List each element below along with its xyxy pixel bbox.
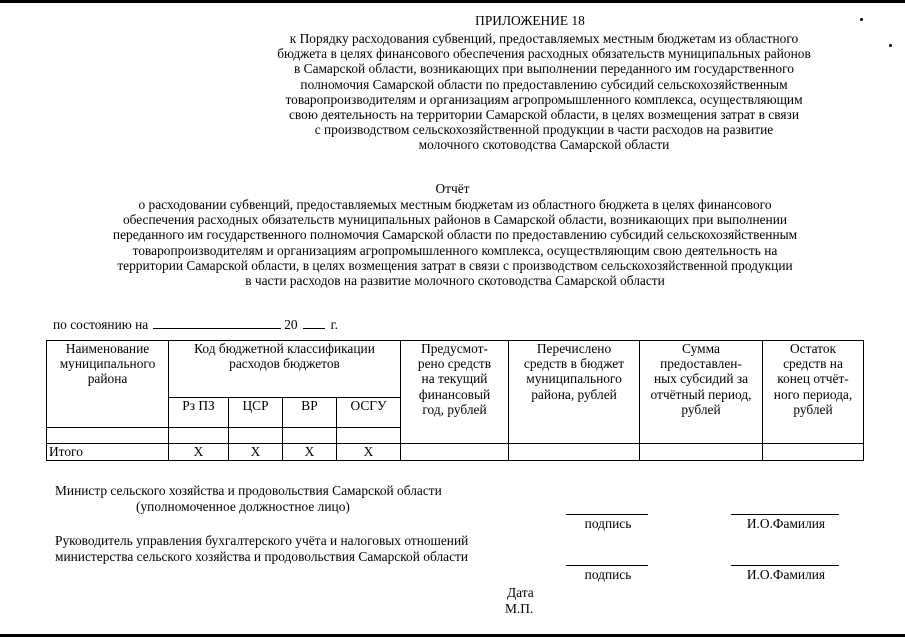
head-signature-label: подпись — [584, 567, 632, 582]
minister-name-line — [731, 514, 839, 515]
date-label: Дата — [507, 585, 534, 600]
appendix-subtitle: к Порядку расходования субвенций, предоставляемых местным бюджетам из областного бюджета в целях финансового обеспечения расходных обязательств муниципальных районов в Самарской области, возникающих при выполнении переданного им государственного полномочия Самарской области по предоставлению субсидий сельскохозяйственным товаропроизводителям и организациям агропромышленного комплекса, осуществляющим свою деятельность на территории Самарской области, в целях возмещения затрат в связи с производством сельскохозяйственной продукции в части расходов на развитие молочного скотоводства Самарской области — [277, 31, 811, 153]
minister-subtitle: (уполномоченное должностное лицо) — [136, 499, 350, 514]
header-remaining: Остаток средств на конец отчёт- ного периода, рублей — [763, 341, 864, 444]
subheader-rz-pz: Рз ПЗ — [169, 398, 229, 428]
year-blank — [303, 316, 325, 329]
date-blank — [153, 316, 281, 329]
table-cell — [283, 428, 337, 444]
report-title: Отчёт — [435, 181, 470, 196]
minister-name-label: И.О.Фамилия — [746, 516, 826, 531]
table-cell — [763, 444, 864, 461]
minister-signature-line — [566, 514, 648, 515]
subheader-osgu: ОСГУ — [337, 398, 401, 428]
subheader-vr: ВР — [283, 398, 337, 428]
table-cell — [47, 428, 169, 444]
scan-speck — [860, 18, 863, 21]
head-name-label: И.О.Фамилия — [746, 567, 826, 582]
total-label: Итого — [47, 444, 169, 461]
head-subtitle: министерства сельского хозяйства и продовольствия Самарской области — [55, 549, 469, 564]
header-transferred: Перечислено средств в бюджет муниципального района, рублей — [509, 341, 640, 444]
total-mark: X — [283, 444, 337, 461]
header-planned: Предусмот- рено средств на текущий финансовый год, рублей — [401, 341, 509, 444]
table-cell — [229, 428, 283, 444]
header-municipality: Наименование муниципального района — [47, 341, 169, 428]
table-cell — [509, 444, 640, 461]
table-cell — [337, 428, 401, 444]
report-subtitle: о расходовании субвенций, предоставляемых местным бюджетам из областного бюджета в целях финансового обеспечения расходных обязательств муниципальных районов в Самарской области, возникающих при выполнении переданного им государственного полномочия Самарской области по предоставлению субсидий сельскохозяйственным товаропроизводителям и организациям агропромышленного комплекса, осуществляющим свою деятельность на территории Самарской области, в целях возмещения затрат в связи с производством сельскохозяйственной продукции в части расходов на развитие молочного скотоводства Самарской области — [112, 197, 798, 289]
report-table — [46, 340, 864, 461]
top-scan-edge — [0, 0, 905, 3]
as-of-date-line — [53, 316, 338, 332]
head-name-line — [731, 565, 839, 566]
table-cell — [169, 428, 229, 444]
table-row-total — [47, 444, 864, 461]
head-title: Руководитель управления бухгалтерского учёта и налоговых отношений — [55, 533, 469, 548]
as-of-label: по состоянию на — [53, 317, 149, 332]
table-cell — [401, 444, 509, 461]
head-signature-line — [566, 565, 648, 566]
total-mark: X — [229, 444, 283, 461]
year-prefix: 20 — [284, 317, 298, 332]
total-mark: X — [337, 444, 401, 461]
minister-title: Министр сельского хозяйства и продовольствия Самарской области — [55, 483, 442, 498]
scan-speck — [889, 44, 892, 47]
header-budget-code: Код бюджетной классификации расходов бюджетов — [169, 341, 401, 398]
bottom-scan-edge — [0, 634, 905, 637]
header-provided: Сумма предоставлен- ных субсидий за отчётный период, рублей — [640, 341, 763, 444]
year-suffix: г. — [330, 317, 338, 332]
appendix-title: ПРИЛОЖЕНИЕ 18 — [475, 13, 585, 28]
table-cell — [640, 444, 763, 461]
subheader-csr: ЦСР — [229, 398, 283, 428]
minister-signature-label: подпись — [584, 516, 632, 531]
total-mark: X — [169, 444, 229, 461]
stamp-label: М.П. — [505, 601, 534, 616]
